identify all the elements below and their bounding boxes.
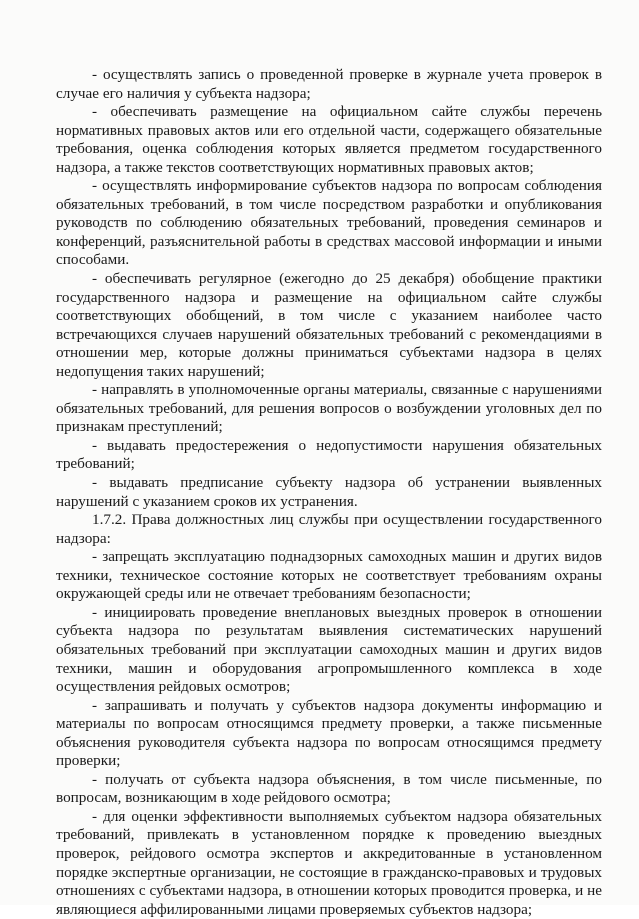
section-heading-rights: 1.7.2. Права должностных лиц службы при осуществлении государственного надзора:	[56, 511, 602, 547]
paragraph-explanations: - получать от субъекта надзора объяснения, в том числе письменные, по вопросам, возникающим в ходе рейдового осмотра;	[56, 770, 602, 807]
paragraph-request-documents: - запрашивать и получать у субъектов надзора документы информацию и материалы по вопросам относящимся предмету проверки, а также письменные объяснения руководителя субъекта надзора по вопросам относящимся предмету проверки;	[56, 696, 602, 770]
paragraph-informing: - осуществлять информирование субъектов надзора по вопросам соблюдения обязательных требований, в том числе посредством разработки и опубликования руководств по соблюдению обязательных требований, проведения семинаров и конференций, разъяснительной работы в средствах массовой информации и иными способами.	[56, 177, 602, 269]
document-body	[56, 66, 602, 919]
paragraph-unscheduled-inspections: - инициировать проведение внеплановых выездных проверок в отношении субъекта надзора по результатам выявления систематических нарушений обязательных требований при эксплуатации самоходных машин и других видов техники, машин и оборудования агропромышленного комплекса в ходе осуществления рейдовых осмотров;	[56, 603, 602, 696]
paragraph-publish-acts: - обеспечивать размещение на официальном сайте службы перечень нормативных правовых актов или его отдельной части, содержащего обязательные требования, оценка соблюдения которых является предметом государственного надзора, а также текстов соответствующих нормативных правовых актов;	[56, 103, 602, 176]
paragraph-journal-record: - осуществлять запись о проведенной проверке в журнале учета проверок в случае его наличия у субъекта надзора;	[56, 66, 602, 102]
paragraph-warnings: - выдавать предостережения о недопустимости нарушения обязательных требований;	[56, 436, 602, 473]
paragraph-experts: - для оценки эффективности выполняемых субъектом надзора обязательных требований, привлекать в установленном порядке к проведению выездных проверок, рейдового осмотра экспертов и аккредитованные в установленном порядке экспертные организации, не состоящие в гражданско-правовых и трудовых отношениях с субъектами надзора, в отношении которых проводится проверка, и не являющиеся аффилированными лицами проверяемых субъектов надзора;	[56, 807, 602, 918]
paragraph-prescription: - выдавать предписание субъекту надзора об устранении выявленных нарушений с указанием сроков их устранения.	[56, 474, 602, 510]
paragraph-practice-generalization: - обеспечивать регулярное (ежегодно до 25 декабря) обобщение практики государственного надзора и размещение на официальном сайте службы соответствующих обобщений, в том числе с указанием наиболее часто встречающихся случаев нарушений обязательных требований с рекомендациями в отношении мер, которые должны приниматься субъектами надзора в целях недопущения таких нарушений;	[56, 270, 602, 380]
paragraph-prohibit-operation: - запрещать эксплуатацию поднадзорных самоходных машин и других видов техники, техническое состояние которых не соответствует требованиям охраны окружающей среды или не отвечает требованиям безопасности;	[56, 548, 602, 603]
paragraph-send-materials: - направлять в уполномоченные органы материалы, связанные с нарушениями обязательных требований, для решения вопросов о возбуждении уголовных дел по признакам преступлений;	[56, 381, 602, 436]
